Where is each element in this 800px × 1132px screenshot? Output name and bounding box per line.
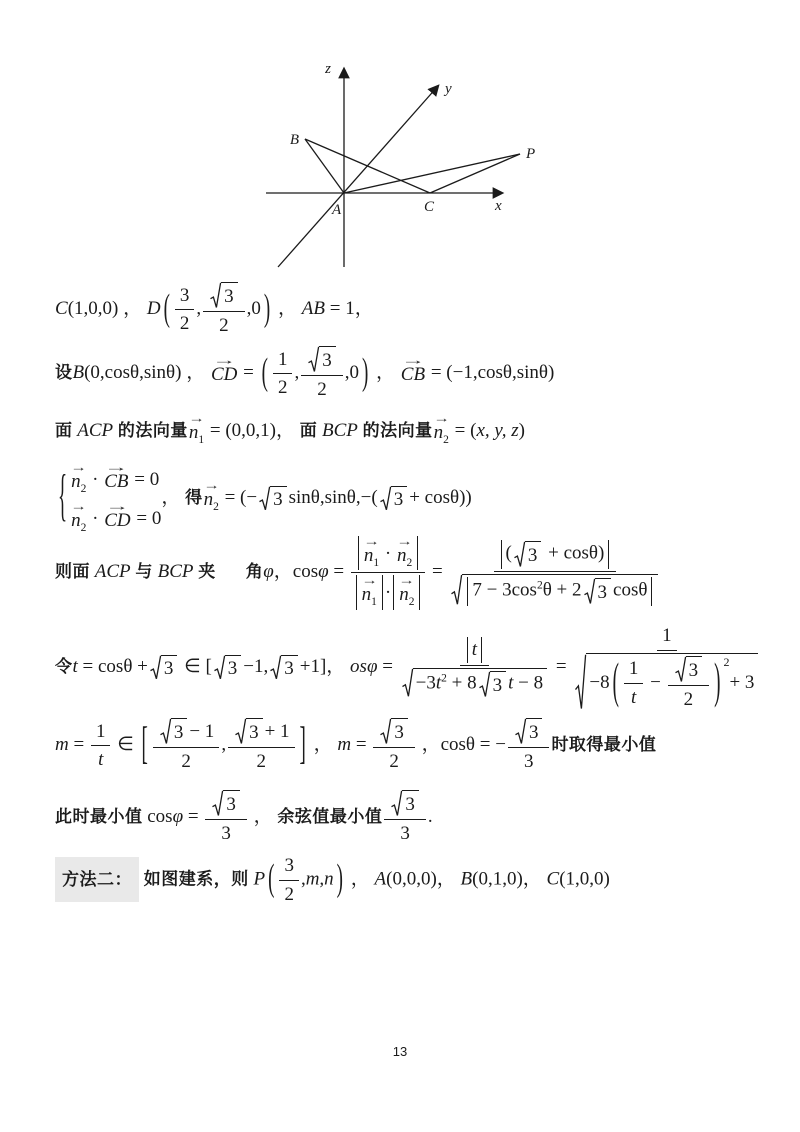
- vector-arrow-icon: →: [396, 534, 413, 548]
- math-text: = 1，: [329, 298, 374, 320]
- denominator: 2: [277, 377, 288, 399]
- label-A: A: [332, 202, 342, 218]
- radicand: 3: [525, 541, 542, 568]
- denominator: [449, 572, 660, 606]
- label-B: B: [289, 132, 299, 148]
- denominator: 2: [389, 750, 399, 772]
- radical-icon: [391, 790, 402, 817]
- label-z: z: [325, 61, 331, 77]
- comma: ，: [186, 362, 206, 384]
- math-text: = cosθ +: [82, 655, 148, 677]
- fraction: [279, 854, 299, 907]
- math-text: sinθ,sinθ,−(: [288, 487, 378, 509]
- math-text: (1,0,0): [67, 298, 119, 320]
- denominator: 2: [181, 750, 191, 772]
- y-axis: [278, 86, 438, 267]
- fraction: [668, 656, 710, 712]
- math-var: ACP: [94, 561, 131, 583]
- radical-icon: [380, 718, 391, 745]
- math-var: φ: [318, 561, 329, 583]
- radical-icon: [235, 718, 246, 745]
- vector-arrow-icon: →: [361, 573, 378, 588]
- math-var: φ: [172, 806, 184, 828]
- radicand: 3: [526, 718, 543, 745]
- sqrt: [160, 718, 188, 745]
- comma: ，: [123, 298, 143, 320]
- cn-text: 时取得最小值: [551, 735, 657, 755]
- sqrt: [259, 486, 287, 511]
- cn-text: 设: [55, 363, 73, 383]
- radical-icon: [515, 718, 526, 745]
- sqrt: [212, 790, 240, 817]
- equation-system: [70, 456, 161, 542]
- fraction: [91, 720, 111, 773]
- math-text: =: [333, 561, 345, 583]
- radical-icon: [212, 790, 223, 817]
- denominator: 3: [221, 822, 231, 844]
- fraction: [228, 718, 294, 774]
- sqrt: [391, 790, 419, 817]
- math-text: =: [555, 655, 567, 677]
- math-text: = 0: [134, 469, 160, 490]
- edge-C-P: [430, 154, 520, 193]
- math-text: = (−1,cosθ,sinθ): [430, 362, 555, 384]
- fraction: [508, 718, 550, 774]
- math-var: m: [55, 734, 69, 756]
- cn-text: 则面: [55, 562, 90, 582]
- vector-CB: → CB: [401, 356, 425, 384]
- formula-line-7: [55, 718, 656, 774]
- vector-arrow-icon: →: [104, 460, 129, 474]
- denominator: [573, 651, 760, 712]
- radical-icon: [675, 656, 686, 683]
- numerator: 1: [273, 348, 293, 375]
- dot-operator: ·: [384, 543, 392, 564]
- formula-line-4: [55, 456, 472, 542]
- sqrt: [380, 718, 408, 745]
- comma: ，: [253, 806, 273, 828]
- vector-CB: → CB: [104, 463, 128, 491]
- radicand: $-3t^2 + 8$ 3 t − 8: [413, 668, 547, 698]
- sqrt: [451, 574, 658, 606]
- vector-arrow-icon: →: [433, 411, 450, 425]
- numerator: 1: [91, 720, 111, 747]
- formula-line-6: [55, 624, 762, 711]
- comma: ,: [196, 298, 202, 320]
- sqrt: [575, 653, 758, 712]
- vector-arrow-icon: →: [105, 499, 130, 514]
- denominator: t: [631, 687, 637, 708]
- big-paren-left: (: [163, 287, 170, 330]
- radicand: 3: [391, 486, 408, 511]
- formula-line-1: [55, 282, 374, 338]
- big-paren-left: (: [612, 655, 619, 710]
- math-var: t: [72, 655, 78, 677]
- numerator: 1: [624, 657, 644, 684]
- denominator: 2: [317, 378, 327, 400]
- denominator: 2: [179, 313, 190, 335]
- cn-text: 余弦值最小值: [277, 807, 383, 827]
- sqrt: [150, 655, 178, 680]
- label-C: C: [424, 199, 435, 215]
- vector-n2: → $n_2$: [397, 537, 412, 569]
- cn-text: 面: [299, 421, 318, 440]
- fraction: [203, 282, 245, 338]
- math-text: =: [431, 561, 443, 583]
- fraction: [205, 790, 247, 846]
- radical-icon: [514, 541, 525, 568]
- vector-n2: → $n_2$: [399, 576, 414, 608]
- big-paren-left: (: [261, 351, 268, 394]
- formula-line-3: [55, 411, 525, 446]
- numerator: [351, 536, 425, 573]
- radicand: 3: [161, 655, 178, 680]
- radicand: 3: [319, 346, 336, 373]
- numerator: [494, 540, 617, 572]
- label-y: y: [445, 81, 452, 97]
- dot-operator: ·: [92, 508, 99, 530]
- vector-n1: → $n_1$: [189, 414, 204, 446]
- vector-arrow-icon: →: [203, 478, 220, 493]
- math-var: A: [374, 868, 387, 890]
- math-text: (0,0,0)，: [386, 868, 456, 890]
- math-var: x, y, z: [476, 420, 519, 441]
- math-var: ACP: [77, 420, 114, 441]
- math-var: m,n: [305, 868, 334, 890]
- math-var: BCP: [157, 561, 194, 583]
- math-text: = 0: [136, 508, 162, 530]
- radical-icon: [160, 718, 171, 745]
- radicand: 3: [246, 718, 263, 745]
- radicand: 3: [490, 671, 507, 698]
- label-P: P: [526, 146, 536, 162]
- equation-row: [70, 499, 162, 535]
- math-text: ∈ [: [184, 655, 212, 677]
- radicand: 3: [270, 486, 287, 511]
- radicand: 3: [402, 790, 419, 817]
- vector-n2: → $n_2$: [71, 502, 86, 534]
- fraction: [400, 637, 549, 698]
- math-text: = (0,0,1)，: [209, 420, 296, 441]
- cn-text: 与: [135, 562, 153, 582]
- numerator: 3 + 1: [228, 718, 294, 748]
- numerator: 3: [175, 284, 195, 311]
- big-paren-right: ): [714, 655, 721, 710]
- math-text: = (: [454, 420, 477, 441]
- radicand: 3: [391, 718, 408, 745]
- denominator: 3: [523, 750, 534, 772]
- absolute-value: t: [467, 637, 482, 663]
- fraction: [175, 284, 195, 337]
- math-text: ，cosθ = −: [421, 734, 506, 756]
- numerator: [508, 718, 550, 748]
- formula-line-2: [55, 346, 554, 402]
- vector-CD: → CD: [104, 502, 130, 530]
- sqrt: [380, 486, 408, 511]
- dot-operator: ·: [92, 469, 99, 490]
- cn-text: 如图建系，则: [143, 869, 249, 889]
- math-text: .: [427, 806, 433, 828]
- fraction: [624, 657, 644, 710]
- math-text: =: [73, 734, 85, 756]
- big-bracket-left: [: [141, 719, 148, 770]
- math-text: +1]，: [299, 655, 346, 677]
- math-text: −1,: [243, 655, 269, 677]
- numerator: [460, 637, 489, 666]
- denominator: 2: [284, 883, 294, 905]
- radicand: −8 ( $\frac{1}{t}$ − $\frac{3}{2}$ ) $^2$+ 3: [586, 653, 758, 712]
- fraction: [449, 540, 660, 606]
- sqrt: [479, 671, 507, 698]
- math-text: (0,1,0)，: [472, 868, 542, 890]
- math-text: (1,0,0): [559, 868, 610, 890]
- math-text: cos: [147, 806, 173, 828]
- sqrt: [514, 541, 542, 568]
- radical-icon: [308, 346, 319, 373]
- page-number: 13: [392, 1044, 408, 1059]
- sqrt: [270, 655, 298, 680]
- denominator: [400, 666, 549, 698]
- numerator: 3 − 1: [153, 718, 219, 748]
- radical-icon: [451, 574, 462, 606]
- math-text: =: [243, 362, 254, 384]
- numerator: [668, 656, 710, 686]
- vector-n2: → $n_2$: [204, 481, 219, 513]
- numerator: [301, 346, 343, 376]
- comma: ，: [350, 868, 370, 890]
- vector-n1: → $n_1$: [362, 576, 377, 608]
- minus: −: [650, 671, 661, 693]
- coordinate-diagram: [258, 56, 570, 272]
- math-text: = (−: [224, 487, 258, 509]
- big-paren-right: ): [263, 287, 271, 330]
- sqrt: [308, 346, 336, 373]
- vector-arrow-icon: →: [70, 499, 87, 514]
- fraction: [153, 718, 219, 774]
- radical-icon: [575, 653, 586, 712]
- sqrt: [515, 718, 543, 745]
- absolute-value: ( 3 + cosθ): [501, 540, 610, 569]
- fraction: [384, 790, 426, 846]
- numerator: [384, 790, 426, 820]
- comma: ,: [294, 362, 300, 384]
- fraction: [273, 348, 293, 401]
- radicand: 3: [281, 655, 298, 680]
- vector-arrow-icon: →: [398, 573, 415, 588]
- math-var: C: [55, 298, 68, 320]
- cn-text: 的法向量: [362, 421, 433, 440]
- math-var: D: [146, 298, 161, 320]
- math-text: ,0: [246, 298, 261, 320]
- math-var: BCP: [322, 420, 358, 441]
- denominator: 2: [683, 688, 694, 710]
- comma: ，: [161, 487, 181, 509]
- vector-arrow-icon: →: [363, 534, 380, 548]
- denominator: 3: [400, 822, 410, 844]
- math-text: =: [382, 655, 393, 677]
- absolute-value: $7 - 3\cos^2\theta + 2$ 3 cosθ: [467, 577, 652, 606]
- absolute-value: [393, 575, 420, 609]
- numerator: [203, 282, 245, 312]
- numerator: [373, 718, 415, 748]
- math-var: AB: [301, 298, 325, 320]
- fraction: [573, 624, 760, 711]
- fraction: [351, 536, 425, 610]
- fraction: [373, 718, 415, 774]
- big-bracket-right: ]: [299, 719, 306, 770]
- numerator: 1: [657, 624, 677, 651]
- comma: ，: [313, 734, 333, 756]
- radical-icon: [270, 655, 281, 680]
- radical-icon: [150, 655, 161, 680]
- radical-icon: [259, 486, 270, 511]
- label-x: x: [495, 198, 502, 214]
- denominator: 2: [219, 314, 229, 336]
- sqrt: [402, 668, 547, 698]
- comma: ,: [300, 868, 306, 890]
- radical-icon: [402, 668, 413, 698]
- dot-operator: ·: [384, 581, 392, 603]
- sqrt: [584, 578, 612, 605]
- cn-text: 令: [55, 656, 73, 676]
- formula-line-5: [55, 536, 662, 610]
- big-paren-left: (: [268, 858, 275, 901]
- cn-text: 夹: [198, 562, 216, 582]
- radical-icon: [214, 655, 225, 680]
- equation-row: [70, 460, 161, 495]
- denominator: 2: [256, 750, 267, 772]
- comma: ,: [221, 734, 227, 756]
- math-var: osφ: [350, 655, 378, 677]
- denominator: [354, 573, 423, 609]
- denominator: t: [98, 749, 104, 771]
- method2-heading: 方法二：: [55, 857, 139, 902]
- math-var: C: [546, 868, 560, 890]
- radicand: 3: [223, 790, 240, 817]
- cn-text: 的法向量: [117, 421, 188, 440]
- sqrt: [675, 656, 703, 683]
- vector-n2: → $n_2$: [71, 463, 86, 495]
- comma: ，: [376, 362, 396, 384]
- numerator: 3: [279, 854, 299, 881]
- absolute-value: [358, 536, 418, 570]
- math-text: ∈: [117, 734, 134, 756]
- big-brace-left: {: [58, 465, 68, 529]
- comma: ，: [278, 298, 298, 320]
- radicand: 3: [171, 718, 188, 745]
- radicand: [462, 574, 658, 606]
- radicand: 3: [221, 282, 238, 309]
- math-text: + cosθ)): [409, 487, 472, 509]
- math-var: B: [72, 362, 85, 384]
- radicand: 3: [595, 578, 612, 605]
- radical-icon: [479, 671, 490, 698]
- math-var: m: [337, 734, 352, 756]
- math-var: B: [460, 868, 473, 890]
- math-text: ，cos: [273, 561, 319, 583]
- numerator: [205, 790, 247, 820]
- radical-icon: [380, 486, 391, 511]
- vector-CD: → CD: [211, 356, 237, 384]
- sqrt: [235, 718, 263, 745]
- vector-arrow-icon: →: [400, 353, 425, 368]
- math-text: ,0: [344, 362, 359, 384]
- big-paren-right: ): [336, 858, 343, 901]
- math-text: =: [355, 734, 367, 756]
- math-var: φ: [263, 561, 274, 583]
- radicand: 3: [686, 656, 703, 683]
- radical-icon: [584, 578, 595, 605]
- cn-text: 此时最小值: [55, 807, 143, 827]
- fraction: [301, 346, 343, 402]
- big-paren-right: ): [361, 351, 369, 394]
- vector-arrow-icon: →: [188, 411, 205, 425]
- math-var: P: [253, 868, 266, 890]
- vector-arrow-icon: →: [70, 460, 87, 474]
- vector-arrow-icon: →: [212, 353, 237, 368]
- vector-n2: → $n_2$: [434, 414, 449, 446]
- radicand: 3: [225, 655, 242, 680]
- radical-icon: [210, 282, 221, 309]
- math-text: ): [518, 420, 525, 441]
- formula-line-9-method2: [55, 854, 610, 907]
- cn-text: 面: [55, 421, 73, 440]
- vector-n1: → $n_1$: [364, 537, 379, 569]
- cn-text: 角: [245, 562, 264, 582]
- cn-text: 得: [185, 488, 203, 508]
- edge-A-P: [344, 154, 520, 193]
- absolute-value: [356, 575, 383, 609]
- sqrt: [210, 282, 238, 309]
- math-text: (0,cosθ,sinθ): [84, 362, 182, 384]
- formula-line-8: [55, 790, 433, 846]
- sqrt: [214, 655, 242, 680]
- math-text: =: [187, 806, 199, 828]
